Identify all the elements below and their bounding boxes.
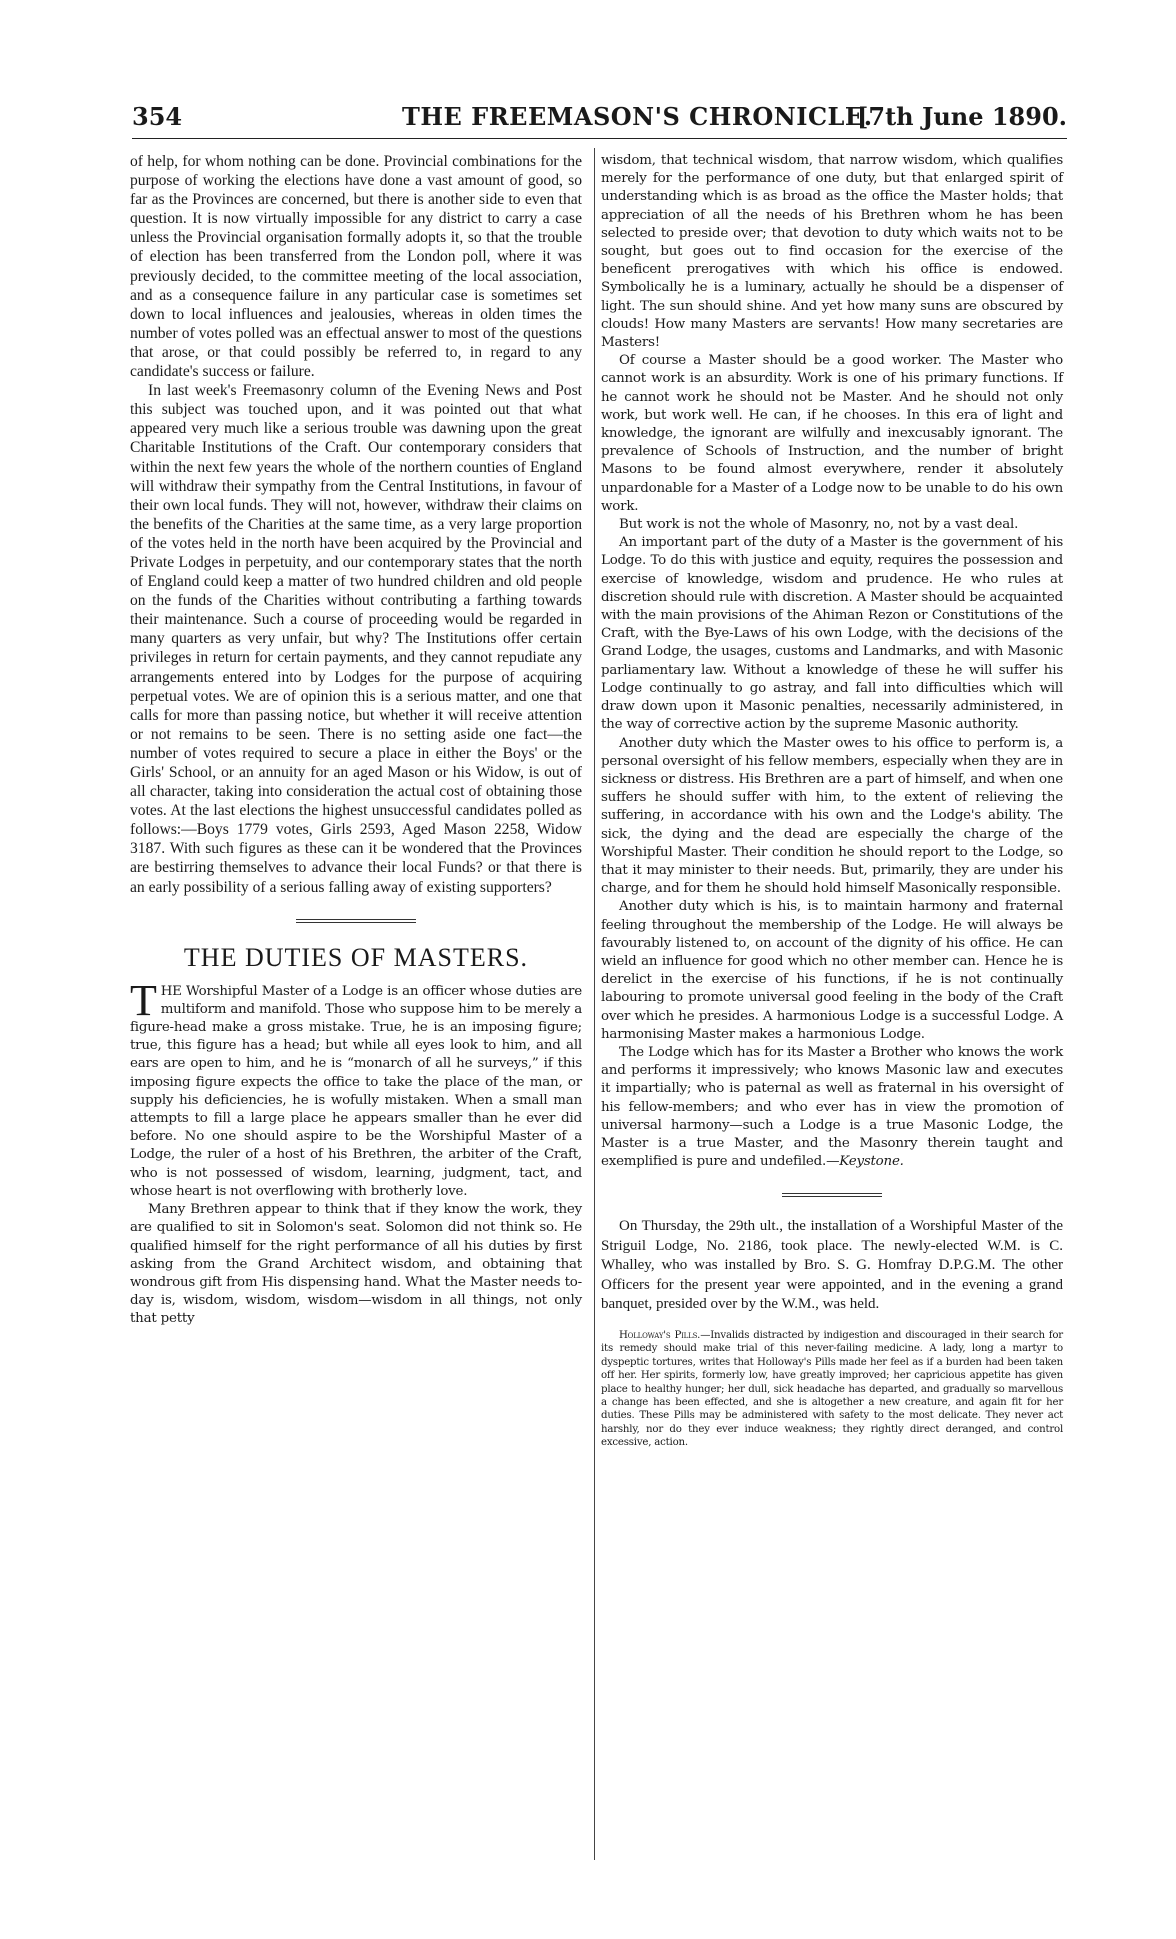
section-separator — [296, 919, 416, 923]
page-number: 354 — [132, 102, 183, 131]
article-paragraph: wisdom, that technical wisdom, that narrow wisdom, which qualifies merely for the performance of one duty, but that enlarged spirit of understanding which is as broad as the office the Master holds; that appreciation of all the needs of his Brethren whom he has been selected to preside over; that devotion to duty which waits not to be sought, but goes out to find occasion for the exercise of the beneficent prerogatives with which his office is endowed. Symbolically he is a luminary, actually he should be a dispenser of light. The sun should shine. And yet how many suns are obscured by clouds! How many Masters are servants! How many secretaries are Masters! — [601, 153, 1063, 351]
article-paragraph: Another duty which the Master owes to his office to perform is, a personal oversight of his fellow members, especially when they are in sickness or distress. His Brethren are a part of himself, and when one suffers he should suffer with him, to the extent of relieving the suffering, in accordance with his own and the Lodge's ability. The sick, the dying and the dead are especially the charge of the Worshipful Master. Their condition he should report to the Lodge, so that it may minister to their needs. But, primarily, they are under his charge, and for them he should hold himself Masonically responsible. — [601, 735, 1063, 897]
article-paragraph: Many Brethren appear to think that if they know the work, they are qualified to sit in Solomon's seat. Solomon did not think so. He qualified himself for the right performance of all his duties by first asking from the Grand Architect wisdom, and obtaining that wondrous gift from His dispensing hand. What the Master needs to-day is, wisdom, wisdom, wisdom—wisdom in all things, not only that petty — [130, 1202, 582, 1327]
column-rule — [594, 148, 595, 1860]
masthead-title: THE FREEMASON'S CHRONICLE. — [402, 102, 873, 131]
article-paragraph: The Lodge which has for its Master a Brother who knows the work and performs it impressively; who knows Masonic law and executes it impartially; who is paternal as well as fraternal in his oversight of his fellow-members; and who ever has in view the promotion of universal harmony—such a Lodge is a true Masonic Lodge, the Master is a true Master, and the Masonry therein taught and exemplified is pure and undefiled.—Keystone. — [601, 1044, 1063, 1170]
issue-date: [7th June 1890. — [857, 102, 1067, 131]
section-separator — [782, 1193, 882, 1197]
left-column — [130, 152, 582, 1329]
page-header — [132, 98, 1067, 138]
article-paragraph: Another duty which is his, is to maintain harmony and fraternal feeling throughout the membership of the Lodge. He will always be favourably listened to, on account of the dignity of his office. He can wield an influence for good which no other member can. Hence he is derelict in the exercise of his functions, if he is not continually labouring to promote universal good feeling in the body of the Craft over which he presides. A harmonious Lodge is a successful Lodge. A harmonising Master makes a harmonious Lodge. — [601, 899, 1063, 1042]
drop-cap: T — [130, 975, 157, 1025]
section-title: THE DUTIES OF MASTERS. — [183, 942, 529, 972]
right-column — [601, 152, 1063, 1450]
installation-notice: On Thursday, the 29th ult., the installation of a Worshipful Master of the Striguil Lodge, No. 2186, took place. The newly-elected W.M. is C. Whalley, who was installed by Bro. S. G. Homfray D.P.G.M. The other Officers for the present year were appointed, and in the evening a grand banquet, presided over by the W.M., was held. — [601, 1218, 1063, 1313]
article-paragraph: THE Worshipful Master of a Lodge is an officer whose duties are multiform and manifold. Those who suppose him to be merely a figure-head make a gross mistake. True, he is an imposing figure; true, this figure has a head; but while all eyes look to him, and all ears are open to him, and he is “monarch of all he surveys,” if this imposing figure expects the office to take the place of the man, or supply his deficiencies, he is wofully mistaken. When a small man attempts to fill a large place he appears smaller than he ever did before. No one should aspire to be the Worshipful Master of a Lodge, the ruler of a host of his Brethren, the arbiter of the Craft, who is not possessed of wisdom, learning, judgment, tact, and whose heart is not overflowing with brotherly love. — [130, 975, 582, 1199]
source-credit: Keystone. — [839, 1154, 904, 1170]
article-paragraph: In last week's Freemasonry column of the Evening News and Post this subject was touched upon, and it was pointed out that what appeared very much like a serious trouble was dawning upon the great Charitable Institutions of the Craft. Our contemporary considers that within the next few years the whole of the northern counties of England will withdraw their sympathy from the Central Institutions, in favour of their own local funds. They will not, however, withdraw their claims on the benefits of the Charities at the same time, as a very large proportion of the votes held in the north have been acquired by the Provincial and Private Lodges in perpetuity, and our contemporary states that the north of England could keep a matter of two hundred children and old people on the funds of the Charities without contributing a farthing towards their maintenance. Such a course of proceeding would be regarded in many quarters as very unfair, but why? The Institutions offer certain privileges in return for certain payments, and they cannot repudiate any arrangements entered into by Lodges for the purpose of acquiring perpetual votes. We are of opinion this is a serious matter, and one that calls for more than passing notice, but whether it will receive attention or not remains to be seen. There is no setting aside one fact—the number of votes required to secure a place in either the Boys' or the Girls' School, or an annuity for an aged Mason or his Widow, is out of all character, taking into consideration the actual cost of obtaining those votes. At the last elections the highest unsuccessful candidates polled as follows:—Boys 1779 votes, Girls 2593, Aged Mason 2258, Widow 3187. With such figures as these can it be wondered that the Provinces are bestirring themselves to advance their local Funds? or that there is an early possibility of a serious falling away of existing supporters? — [130, 382, 582, 896]
article-paragraph: But work is not the whole of Masonry, no, not by a vast deal. — [619, 517, 1019, 533]
header-rule — [132, 138, 1067, 139]
article-paragraph: An important part of the duty of a Master is the government of his Lodge. To do this with justice and equity, requires the possession and exercise of knowledge, wisdom and prudence. He who rules at discretion should rule with discretion. A Master should be acquainted with the main provisions of the Ahiman Rezon or Constitutions of the Craft, with the Bye-Laws of his own Lodge, with the decisions of the Grand Lodge, the usages, customs and Landmarks, and with Masonic parliamentary law. Without a knowledge of these he will suffer his Lodge continually to go astray, and fall into difficulties which will draw down upon it Masonic penalties, necessarily administered, in the way of corrective action by the supreme Masonic authority. — [601, 535, 1063, 733]
advertisement-lead: Holloway's Pills. — [619, 1329, 701, 1341]
article-paragraph: of help, for whom nothing can be done. Provincial combinations for the purpose of working the elections have done a vast amount of good, so far as the Provinces are concerned, but there is another side to even that question. It is now virtually impossible for any district to carry a case unless the Provincial organisation formally adopts it, so that the trouble of election has been transferred from the London poll, where it was previously decided, to the committee meeting of the local association, and as a consequence failure in any particular case is sometimes set down to local influences and jealousies, whereas in olden times the number of votes polled was an effectual answer to most of the questions that arose, or that could possibly be referred to, in regard to any candidate's success or failure. — [130, 153, 582, 381]
advertisement: Holloway's Pills.—Invalids distracted by indigestion and discouraged in their search for its remedy should make trial of this never-failing medicine. A lady, long a martyr to dyspeptic tortures, writes that Holloway's Pills made her feel as if a burden had been taken off her. Her spirits, formerly low, have greatly improved; her capricious appetite has given place to healthy hunger; her dull, sick headache has departed, and gradually so marvellous a change has been effected, and she is altogether a new creature, and again fit for her duties. These Pills may be administered with safety to the most delicate. They never act harshly, nor do they ever induce weakness; they rightly direct deranged, and control excessive, action. — [601, 1329, 1063, 1449]
article-paragraph: Of course a Master should be a good worker. The Master who cannot work is an absurdity. Work is one of his primary functions. If he cannot work he should not be Master. And he should not only work, but work well. He can, if he chooses. In this era of light and knowledge, the ignorant are wilfully and inexcusably ignorant. The prevalence of Schools of Instruction, and the number of bright Masons to be found almost everywhere, render it absolutely unpardonable for a Master of a Lodge now to be unable to do his own work. — [601, 353, 1063, 514]
